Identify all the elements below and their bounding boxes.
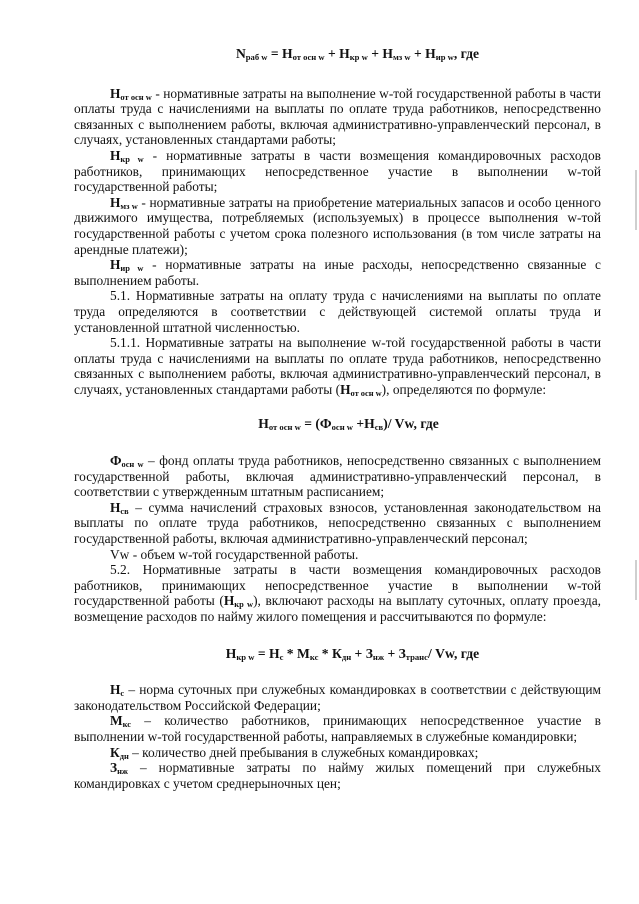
formula-subscript: кр w <box>349 52 368 62</box>
definition-paragraph: $Н_{ир w}$ - нормативные затраты на иные расходы, непосредственно связанные с выполнением работы. <box>74 257 601 288</box>
formula-labor-cost: $Н_{от осн w} = (Ф_{осн w} +Н_{св})/$ Vw, где <box>258 416 439 433</box>
definition-paragraph: $Н_с$ – норма суточных при служебных командировках в соответствии с действующим законодательством Российской Федерации; <box>74 682 601 713</box>
formula-subscript: мз w <box>392 52 411 62</box>
formula-total-cost: $N_{раб w} = Н_{от осн w} + Н_{кр w} + Н_{мз w} + Н_{ир w}$, где <box>235 46 480 62</box>
definition-paragraph: $К_{дн}$ – количество дней пребывания в служебных командировках; <box>110 744 479 761</box>
formula-subscript: от осн w <box>292 52 325 62</box>
formula-symbol: Н <box>425 46 436 61</box>
definition-paragraph: Vw - объем w-той государственной работы. <box>110 546 359 562</box>
section-paragraph: 5.1. Нормативные затраты на оплату труда с начислениями на выплаты по оплате труда определяются в соответствии с действующей системой оплаты труда и установленной штатной численностью. <box>74 288 601 335</box>
definition-paragraph: $Н_{св}$ – сумма начислений страховых взносов, установленная законодательством на выплаты по оплате труда работников, непосредственно связанных с выполнением государственной работы, включая административно-управленческий персонал; <box>74 499 601 547</box>
definition-paragraph: $З_{нж}$ – нормативные затраты по найму жилых помещений при служебных командировках с учетом среднерыночных цен; <box>74 760 601 791</box>
scan-artifact <box>635 170 637 230</box>
definition-paragraph: $М_{кс}$ – количество работников, принимающих непосредственное участие в выполнении w-той государственной работы, направляемых в служебные командировки; <box>74 713 601 744</box>
section-paragraph: 5.1.1. Нормативные затраты на выполнение w-той государственной работы в части оплаты труда с начислениями на выплаты по оплате труда работников, непосредственно связанных с выполнением работы, включая административно-управленческий персонал, в случаях, установленных стандартами работы $(Н_{от осн w})$, определяются по формуле: <box>74 335 601 398</box>
formula-subscript: раб w <box>245 52 268 62</box>
formula-symbol: Н <box>282 46 293 61</box>
formula-subscript: ир w <box>435 52 454 62</box>
formula-tail: , где <box>453 46 480 61</box>
definition-paragraph: $Н_{от осн w}$ - нормативные затраты на выполнение w-той государственной работы в части оплаты труда с начислениями на выплаты по оплате труда работников, непосредственно связанных с выполнением работы, включая административно-управленческий персонал, в случаях, установленных стандартами работы; <box>74 85 601 148</box>
definition-paragraph: $Н_{кр w}$ - нормативные затраты в части возмещения командировочных расходов работников, принимающих непосредственное участие в выполнении w-той государственной работы; <box>74 147 601 195</box>
formula-travel-cost: $Н_{кр w} = Н_с * М_{кс} * К_{дн} + З_{нж} + З_{транс}/$ Vw, где <box>225 645 480 662</box>
definition-paragraph: $Н_{мз w}$ - нормативные затраты на приобретение материальных запасов и особо ценного движимого имущества, потребляемых (используемых) в процессе выполнения w-той государственной работы с учетом срока полезного использования (в том числе затраты на арендные платежи); <box>74 194 601 257</box>
scan-artifact <box>635 560 637 600</box>
formula-symbol: Н <box>339 46 350 61</box>
formula-symbol: Н <box>382 46 393 61</box>
section-paragraph: 5.2. Нормативные затраты в части возмещения командировочных расходов работников, принимающих непосредственное участие в выполнении w-той государственной работы $(Н_{кр w})$, включают расходы на выплату суточных, оплату проезда, возмещение расходов по найму жилого помещения и рассчитываются по формуле: <box>74 562 601 624</box>
definition-paragraph: $Ф_{осн w}$ – фонд оплаты труда работников, непосредственно связанных с выполнением государственной работы, включая административно-управленческий персонал, в соответствии с утвержденным штатным расписанием; <box>74 453 601 500</box>
document-page <box>74 46 601 791</box>
formula-symbol: N <box>235 46 246 61</box>
